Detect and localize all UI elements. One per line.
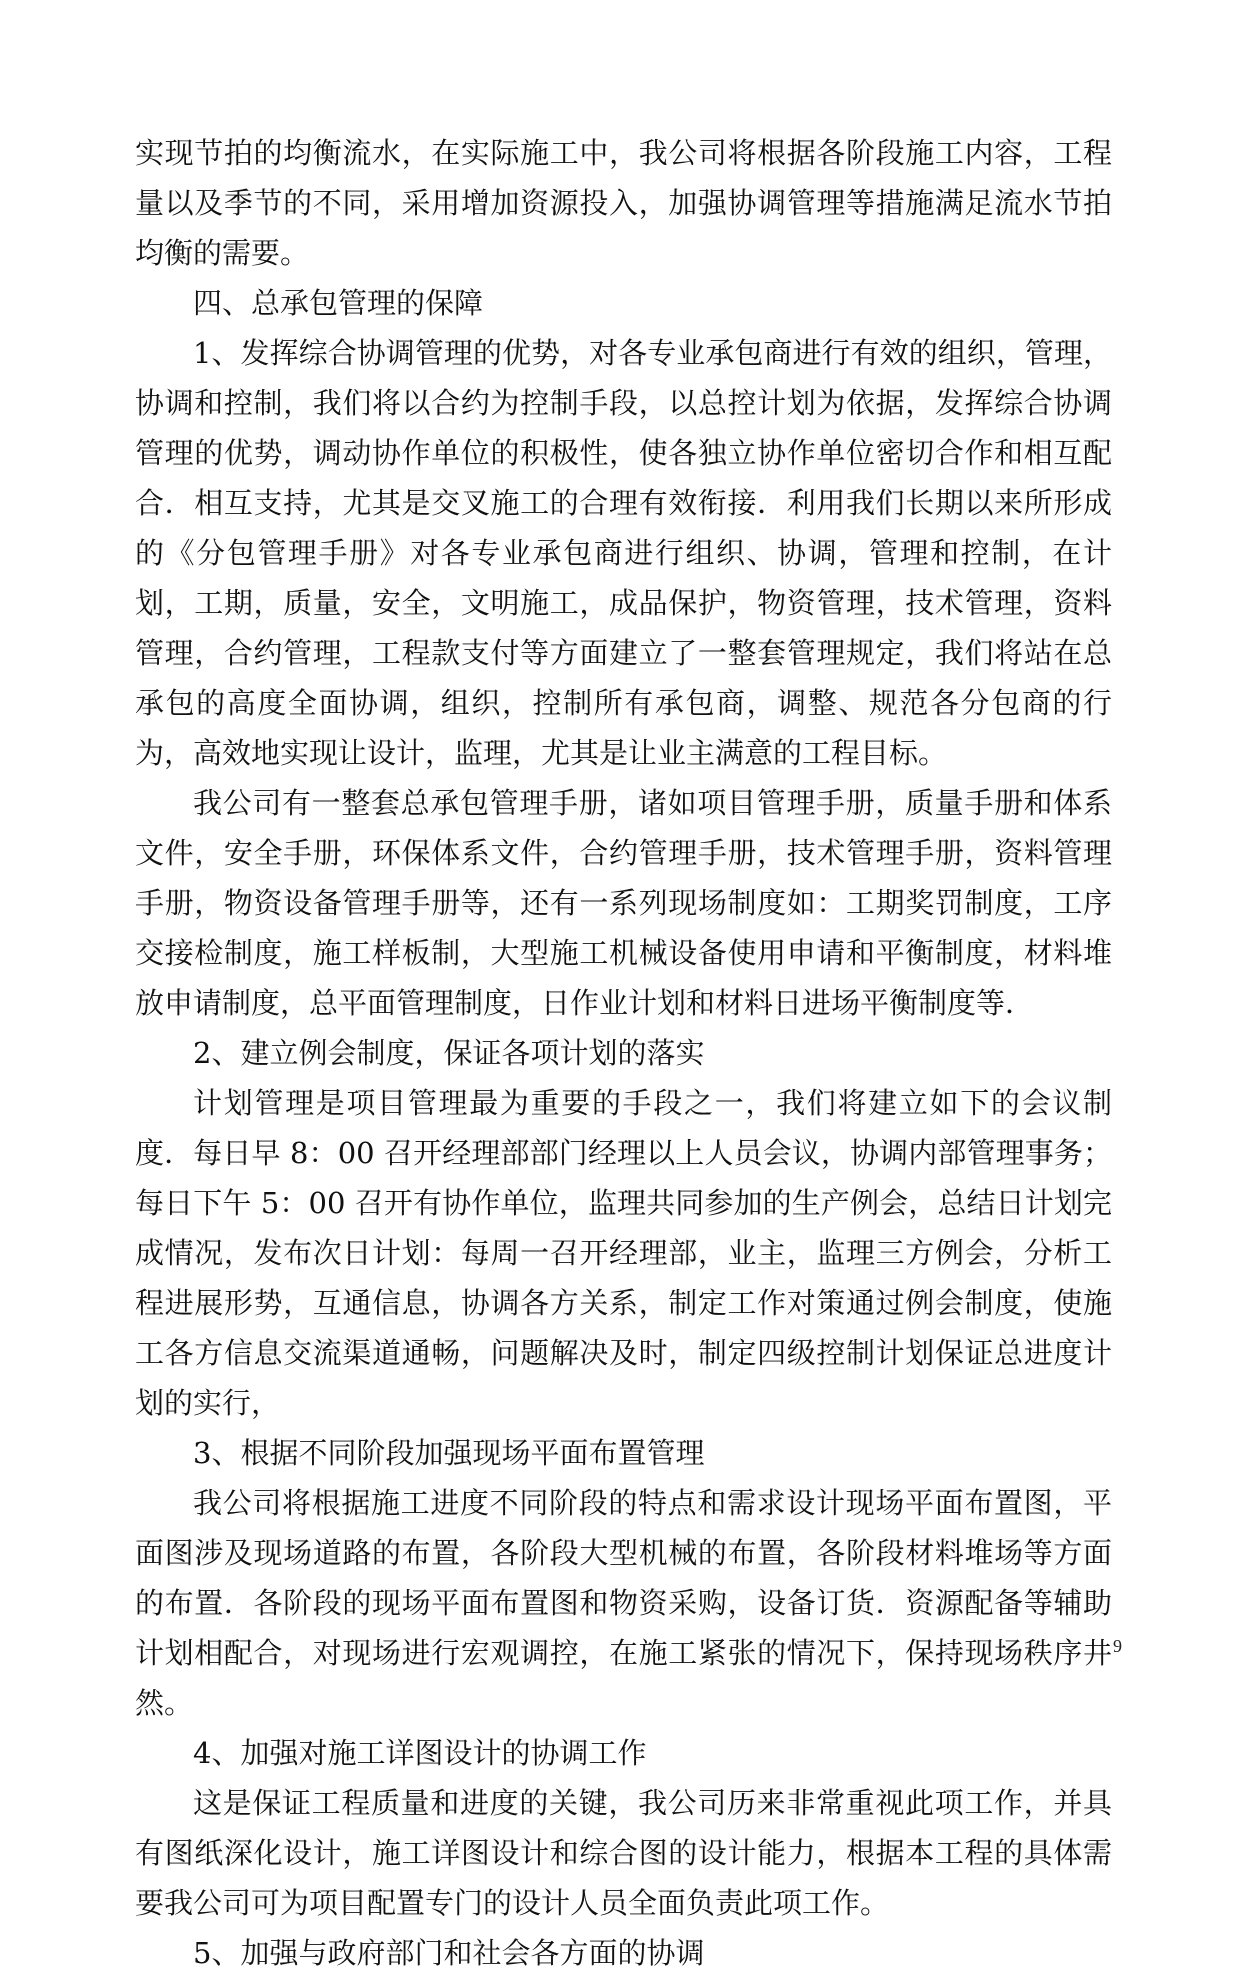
- paragraph-meetings: 计划管理是项目管理最为重要的手段之一，我们将建立如下的会议制度．每日早 8：00 召开经理部部门经理以上人员会议，协调内部管理事务；每日下午 5：00 召开有协作单位，监理共同参加的生产例会，总结日计划完成情况，发布次日计划：每周一召开经理部，业主，监理三方例会，分析工程进展形势，互通信息，协调各方关系，制定工作对策通过例会制度，使施工各方信息交流渠道通畅，问题解决及时，制定四级控制计划保证总进度计划的实行，: [135, 1086, 1112, 1420]
- paragraph-site-layout: 我公司将根据施工进度不同阶段的特点和需求设计现场平面布置图，平面图涉及现场道路的布置，各阶段大型机械的布置，各阶段材料堆场等方面的布置．各阶段的现场平面布置图和物资采购，设备订货．资源配备等辅助计划相配合，对现场进行宏观调控，在施工紧张的情况下，保持现场秩序井然。: [135, 1486, 1112, 1720]
- subsection-heading-2: 2、建立例会制度，保证各项计划的落实: [193, 1036, 705, 1070]
- subsection-heading-3: 3、根据不同阶段加强现场平面布置管理: [193, 1436, 705, 1470]
- paragraph-detail-design: 这是保证工程质量和进度的关键，我公司历来非常重视此项工作，并具有图纸深化设计，施工详图设计和综合图的设计能力，根据本工程的具体需要我公司可为项目配置专门的设计人员全面负责此项工作。: [135, 1786, 1112, 1920]
- subsection-heading-1: 1、发挥综合协调管理的优势，对各专业承包商进行有效的组织，管理，协调和控制，我们将以合约为控制手段，以总控计划为依据，发挥综合协调管理的优势，调动协作单位的积极性，使各独立协作单位密切合作和相互配合．相互支持，尤其是交叉施工的合理有效衔接．利用我们长期以来所形成的《分包管理手册》对各专业承包商进行组织、协调，管理和控制，在计划，工期，质量，安全，文明施工，成品保护，物资管理，技术管理，资料管理，合约管理，工程款支付等方面建立了一整套管理规定，我们将站在总承包的高度全面协调，组织，控制所有承包商，调整、规范各分包商的行为，高效地实现让设计，监理，尤其是让业主满意的工程目标。: [135, 336, 1112, 770]
- paragraph-continuation: 实现节拍的均衡流水，在实际施工中，我公司将根据各阶段施工内容，工程量以及季节的不同，采用增加资源投入，加强协调管理等措施满足流水节拍均衡的需要。: [135, 136, 1112, 270]
- page-number: 9: [1113, 1636, 1122, 1656]
- subsection-heading-5: 5、加强与政府部门和社会各方面的协调: [193, 1936, 705, 1970]
- paragraph-manuals: 我公司有一整套总承包管理手册，诸如项目管理手册，质量手册和体系文件，安全手册，环保体系文件，合约管理手册，技术管理手册，资料管理手册，物资设备管理手册等，还有一系列现场制度如：工期奖罚制度，工序交接检制度，施工样板制，大型施工机械设备使用申请和平衡制度，材料堆放申请制度，总平面管理制度，日作业计划和材料日进场平衡制度等．: [135, 786, 1112, 1020]
- document-body: [135, 128, 1112, 1978]
- section-heading-4: 四、总承包管理的保障: [193, 286, 484, 320]
- subsection-heading-4: 4、加强对施工详图设计的协调工作: [193, 1736, 647, 1770]
